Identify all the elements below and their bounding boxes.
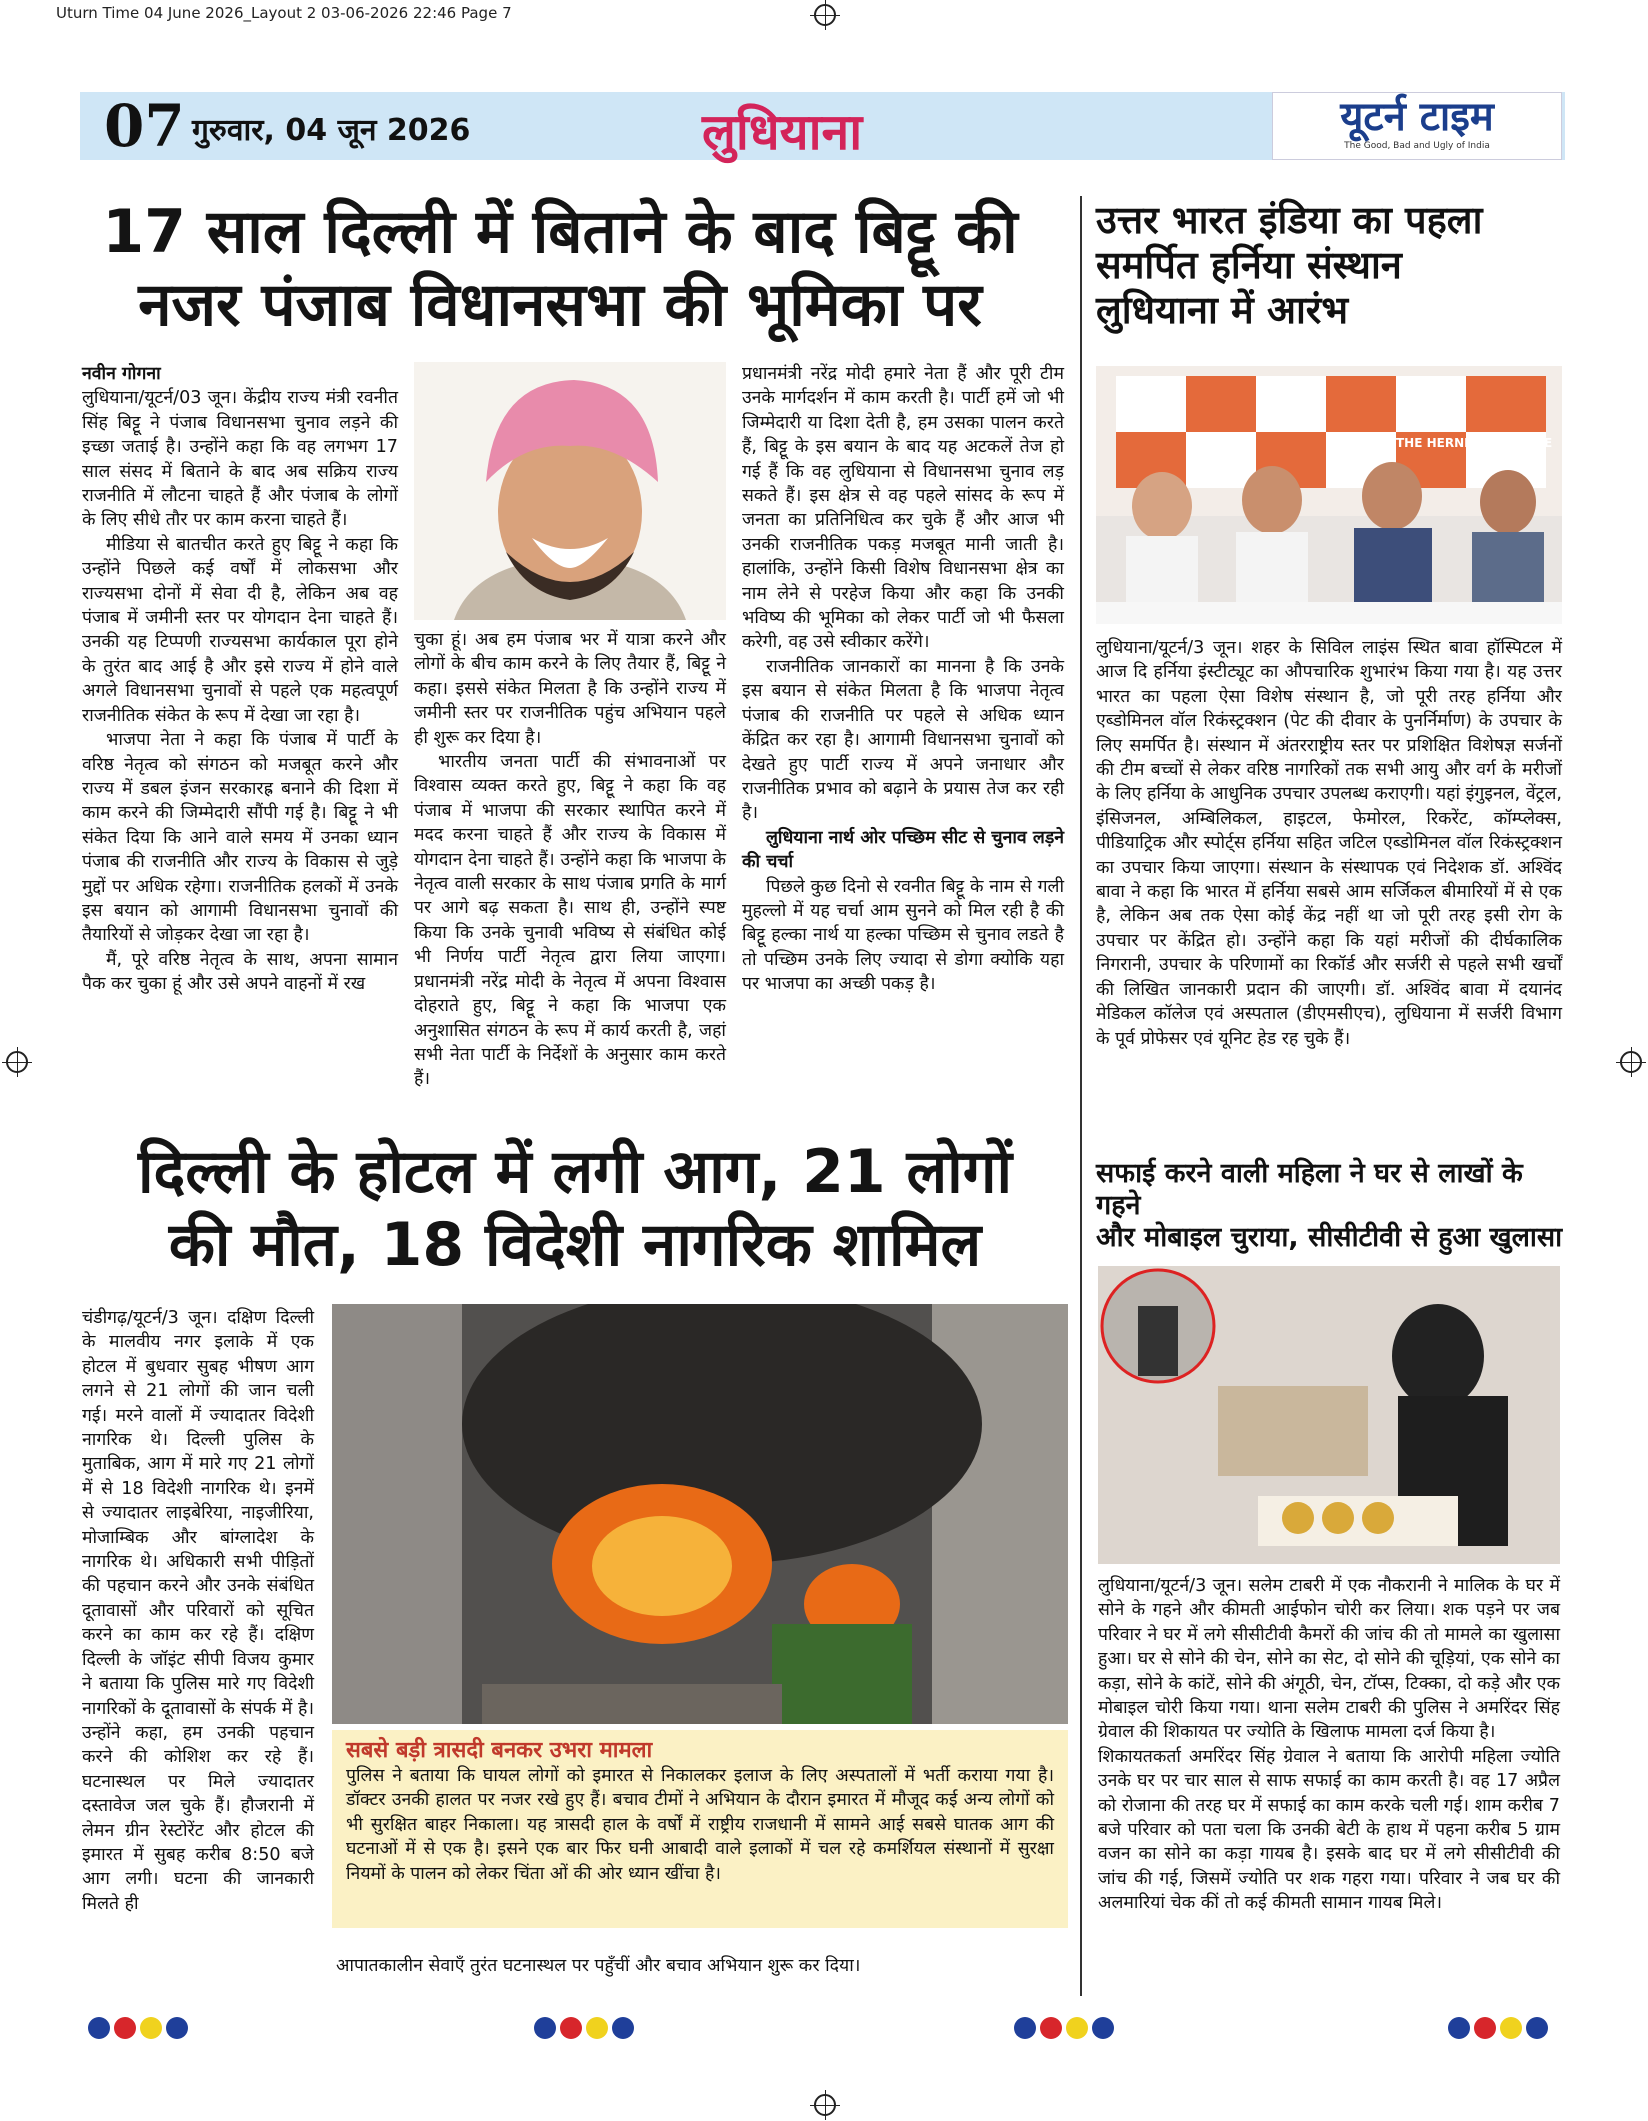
paragraph: भारतीय जनता पार्टी की संभावनाओं पर विश्वास व्यक्त करते हुए, बिट्टू ने कहा कि वह पंजाब में भाजपा की सरकार स्थापित करने में मदद करना चाहते हैं और राज्य के विकास में योगदान देना चाहते हैं। उन्होंने कहा कि भाजपा के नेतृत्व वाली सरकार के साथ पंजाब प्रगति के मार्ग पर आगे बढ़ सकता है। साथ ही, उन्होंने स्पष्ट किया कि उनके चुनावी भविष्य से संबंधित कोई भी निर्णय पार्टी नेतृत्व द्वारा लिया जाएगा। प्रधानमंत्री नरेंद्र मोदी के नेतृत्व में अपना विश्वास दोहराते हुए, बिट्टू ने कहा कि भाजपा एक अनुशासित संगठन के रूप में कार्य करती है, जहां सभी नेता पार्टी के निर्देशों के अनुसार काम करते हैं। [414, 752, 726, 1090]
color-dot [166, 2017, 188, 2039]
paragraph: लुधियाना/यूटर्न/3 जून। शहर के सिविल लाइंस स्थित बावा हॉस्पिटल में आज दि हर्निया इंस्टीट्यूट का औपचारिक शुभारंभ किया गया है। यह उत्तर भारत का पहला ऐसा विशेष संस्थान है, जो पूरी तरह हर्निया और एब्डोमिनल वॉल रिकंस्ट्रक्शन (पेट की दीवार के पुनर्निर्माण) के उपचार के लिए समर्पित है। संस्थान में अंतरराष्ट्रीय स्तर पर प्रशिक्षित विशेषज्ञ सर्जनों की टीम बच्चों से लेकर वरिष्ठ नागरिकों तक सभी आयु और वर्ग के मरीजों के लिए हर्निया के आधुनिक उपचार उपलब्ध कराएगी। यहां इंगुइनल, वेंट्रल, इंसिजनल, अम्बिलिकल, हाइटल, फेमोरल, रिकरेंट, कॉम्प्लेक्स, पीडियाट्रिक और स्पोर्ट्स हर्निया सहित जटिल एब्डोमिनल वॉल रिकंस्ट्रक्शन का उपचार किया जाएगा। संस्थान के संस्थापक एवं निदेशक डॉ. अश्विंद बावा ने कहा कि भारत में हर्निया सबसे आम सर्जिकल बीमारियों में से एक है, लेकिन अब तक ऐसा कोई केंद्र नहीं था जो पूरी तरह इसी रोग के उपचार पर केंद्रित हो। उन्होंने कहा कि यहां मरीजों की दीर्घकालिक निगरानी, उपचार के परिणामों का रिकॉर्ड और सर्जरी से पहले सभी खर्चों की लिखित जानकारी प्रदान की जाएगी। डॉ. अश्विंद बावा में दयानंद मेडिकल कॉलेज एवं अस्पताल (डीएमसीएच), लुधियाना में सर्जरी विभाग के पूर्व प्रोफेसर एवं यूनिट हेड रह चुके हैं। [1096, 638, 1562, 1049]
paragraph: शिकायतकर्ता अमरिंदर सिंह ग्रेवाल ने बताया कि आरोपी महिला ज्योति उनके घर पर चार साल से साफ सफाई का काम करती है। वह 17 अप्रैल को रोजाना की तरह घर में सफाई का काम करके चली गई। शाम करीब 7 बजे परिवार को पता चला कि उनकी बेटी के हाथ में पहना करीब 5 ग्राम वजन का सोने का कड़ा गायब है। इसके बाद घर में लगे सीसीटीवी की जांच की गई, जिसमें ज्योति पर शक गहरा गया। परिवार ने जब घर की अलमारियां चेक कीं तो कई कीमती सामान गायब मिले। [1098, 1746, 1560, 1914]
footer-dots [88, 2017, 192, 2043]
hernia-headline-line: उत्तर भारत इंडिया का पहला [1096, 198, 1483, 242]
color-dot [534, 2017, 556, 2039]
hernia-launch-photo [1096, 366, 1562, 624]
column-divider [1080, 196, 1082, 1996]
hernia-headline-line: समर्पित हर्निया संस्थान [1096, 242, 1402, 287]
fire-caption-box [332, 1730, 1068, 1928]
burning-hotel-image [332, 1304, 1068, 1724]
caption-box-title: सबसे बड़ी त्रासदी बनकर उभरा मामला [346, 1738, 653, 1763]
paragraph: भाजपा नेता ने कहा कि पंजाब में पार्टी के वरिष्ठ नेतृत्व को संगठन को मजबूत करने और राज्य में डबल इंजन सरकारह्र बनाने की दिशा में काम करने की जिम्मेदारी सौंपी गई है। बिट्टू ने भी संकेत दिया कि आने वाले समय में उनका ध्यान पंजाब की राजनीति और राज्य के विकास से जुड़े मुद्दों पर अधिक रहेगा। राजनीतिक हलकों में उनके इस बयान को आगामी विधानसभा चुनावों की तैयारियों से जोड़कर देखा जा रहा है। [82, 730, 398, 946]
lead-column-3 [742, 362, 1064, 997]
registration-mark-icon [814, 4, 836, 26]
lead-headline-line: 17 साल दिल्ली में बिताने के बाद बिट्टू की [102, 197, 1018, 267]
color-dot [1500, 2017, 1522, 2039]
byline: नवीन गोगना [82, 364, 161, 384]
fire-headline-line: की मौत, 18 विदेशी नागरिक शामिल [168, 1210, 982, 1281]
paragraph: मीडिया से बातचीत करते हुए बिट्टू ने कहा कि उन्होंने पिछले कई वर्षों में लोकसभा और राज्यसभा दोनों में सेवा दी है, लेकिन अब वह पंजाब में जमीनी स्तर पर योगदान देना चाहते हैं। उनकी यह टिप्पणी राज्यसभा कार्यकाल पूरा होने के तुरंत बाद आई है और इसे राज्य में होने वाले अगले विधानसभा चुनावों से पहले एक महत्वपूर्ण राजनीतिक संकेत के रूप में देखा जा रहा है। [82, 534, 398, 726]
registration-mark-icon [814, 2094, 836, 2116]
issue-date: गुरुवार, 04 जून 2026 [192, 113, 471, 148]
color-dot [586, 2017, 608, 2039]
color-dot [88, 2017, 110, 2039]
lead-headline [80, 196, 1040, 342]
subheading: लुधियाना नार्थ ओर पच्छिम सीट से चुनाव लड़ने की चर्चा [742, 827, 1064, 873]
fire-column-1 [82, 1306, 314, 1916]
banner-text: THE HERNIA INSTITUTE [1396, 436, 1553, 450]
footer-dots [534, 2017, 638, 2043]
theft-headline-line: और मोबाइल चुराया, सीसीटीवी से हुआ खुलासा [1096, 1221, 1563, 1253]
lead-column-1 [82, 362, 398, 997]
bittu-photo [414, 362, 726, 620]
fire-photo [332, 1304, 1068, 1724]
hernia-headline-line: लुधियाना में आरंभ [1096, 287, 1349, 332]
color-dot [1526, 2017, 1548, 2039]
paragraph: लुधियाना/यूटर्न/03 जून। केंद्रीय राज्य मंत्री रवनीत सिंह बिट्टू ने पंजाब विधानसभा चुनाव लड़ने की इच्छा जताई है। उन्होंने कहा कि वह लगभग 17 साल संसद में बिताने के बाद अब सक्रिय राज्य राजनीति में लौटना चाहते हैं और पंजाब के लोगों के लिए सीधे तौर पर काम करना चाहते हैं। [82, 388, 398, 531]
theft-headline-line: सफाई करने वाली महिला ने घर से लाखों के गहने [1096, 1158, 1523, 1221]
logo-text: यूटर्न टाइम [1340, 94, 1494, 140]
press-meet-image [1096, 366, 1562, 624]
paragraph: लुधियाना/यूटर्न/3 जून। सलेम टाबरी में एक नौकरानी ने मालिक के घर में सोने के गहने और कीमती आईफोन चोरी कर लिया। शक पड़ने पर जब परिवार ने घर में लगे सीसीटीवी कैमरों की जांच की तो मामले का खुलासा हुआ। घर से सोने की चेन, सोने का सेट, दो सोने की चूड़ियां, एक सोने का कड़ा, सोने के कांटें, सोने की अंगूठी, चेन, टॉप्स, टिक्का, दो कड़े और एक मोबाइल चोरी किया गया। थाना सलेम टाबरी की पुलिस ने अमरिंदर सिंह ग्रेवाल की शिकायत पर ज्योति के खिलाफ मामला दर्ज किया है। [1098, 1576, 1560, 1743]
color-dot [114, 2017, 136, 2039]
page-number: 07 [104, 92, 185, 160]
fire-headline [80, 1136, 1070, 1282]
newspaper-logo [1272, 92, 1562, 160]
cctv-jewellery-image [1098, 1266, 1560, 1564]
logo-tagline: The Good, Bad and Ugly of India [1344, 141, 1490, 151]
footer-dots [1448, 2017, 1552, 2043]
color-dot [1040, 2017, 1062, 2039]
print-slug: Uturn Time 04 June 2026_Layout 2 03-06-2026 22:46 Page 7 [56, 4, 512, 22]
paragraph: पिछले कुछ दिनो से रवनीत बिट्टू के नाम से गली मुहल्लो में यह चर्चा आम सुनने को मिल रही है की बिट्टू हल्का नार्थ या हल्का पच्छिम से चुनाव लडते है तो पच्छिम उनके लिए ज्यादा से डोगा क्योकि यहा पर भाजपा का अच्छी पकड़ है। [742, 876, 1064, 995]
color-dot [1066, 2017, 1088, 2039]
theft-body [1098, 1574, 1560, 1916]
hernia-body [1096, 636, 1562, 1051]
registration-mark-icon [6, 1051, 28, 1073]
paragraph: चंडीगढ़/यूटर्न/3 जून। दक्षिण दिल्ली के मालवीय नगर इलाके में एक होटल में बुधवार सुबह भीषण आग लगने से 21 लोगों की जान चली गई। मरने वालों में ज्यादातर विदेशी नागरिक थे। दिल्ली पुलिस के मुताबिक, आग में मारे गए 21 लोगों में से 18 विदेशी नागरिक थे। इनमें से ज्यादातर लाइबेरिया, नाइजीरिया, मोजाम्बिक और बांग्लादेश के नागरिक थे। अधिकारी सभी पीड़ितों की पहचान करने और उनके संबंधित दूतावासों और परिवारों को सूचित करने का काम कर रहे हैं। दक्षिण दिल्ली के जॉइंट सीपी विजय कुमार ने बताया कि पुलिस मारे गए विदेशी नागरिकों के दूतावासों के संपर्क में है। उन्होंने कहा, हम उनकी पहचान करने की कोशिश कर रहे हैं। घटनास्थल पर मिले ज्यादातर दस्तावेज जल चुके हैं। हौजरानी में लेमन ग्रीन रेस्टोरेंट और होटल की इमारत में सुबह करीब 8:50 बजे आग लगी। घटना की जानकारी मिलते ही [82, 1308, 314, 1914]
registration-mark-icon [1620, 1051, 1642, 1073]
lead-column-2 [414, 628, 726, 1092]
paragraph: राजनीतिक जानकारों का मानना है कि उनके इस बयान से संकेत मिलता है कि भाजपा नेतृत्व पंजाब की राजनीति पर पहले से अधिक ध्यान केंद्रित कर रहा है। आगामी विधानसभा चुनावों को देखते हुए पार्टी राज्य में अपने जनाधार और राजनीतिक प्रभाव को बढ़ाने के प्रयास तेज कर रही है। [742, 656, 1064, 824]
portrait-image [414, 362, 726, 620]
fire-headline-line: दिल्ली के होटल में लगी आग, 21 लोगों [137, 1137, 1013, 1207]
color-dot [1448, 2017, 1470, 2039]
color-dot [1092, 2017, 1114, 2039]
theft-headline [1096, 1158, 1566, 1254]
section-title: लुधियाना [702, 103, 863, 161]
paragraph: प्रधानमंत्री नरेंद्र मोदी हमारे नेता हैं और पूरी टीम उनके मार्गदर्शन में काम करती है। पार्टी हमें जो भी जिम्मेदारी या दिशा देती है, हम उसका पालन करते हैं, बिट्टू के इस बयान के बाद यह अटकलें तेज हो गई हैं कि वह लुधियाना से विधानसभा चुनाव लड़ सकते हैं। इस क्षेत्र से वह पहले सांसद के रूप में जनता का प्रतिनिधित्व कर चुके हैं और आज भी उनकी राजनीतिक पकड़ मजबूत मानी जाती है। हालांकि, उन्होंने किसी विशेष विधानसभा क्षेत्र का नाम लेने से परहेज किया और कहा कि उनकी भविष्य की भूमिका को लेकर पार्टी जो भी फैसला करेगी, वह उसे स्वीकार करेंगे। [742, 364, 1064, 653]
fire-tail-text: आपातकालीन सेवाएँ तुरंत घटनास्थल पर पहुँचीं और बचाव अभियान शुरू कर दिया। [336, 1956, 861, 1976]
color-dot [1014, 2017, 1036, 2039]
paragraph: मैं, पूरे वरिष्ठ नेतृत्व के साथ, अपना सामान पैक कर चुका हूं और उसे अपने वाहनों में रख [82, 949, 398, 995]
color-dot [612, 2017, 634, 2039]
caption-box-text: पुलिस ने बताया कि घायल लोगों को इमारत से निकालकर इलाज के लिए अस्पतालों में भर्ती कराया गया है। डॉक्टर उनकी हालत पर नजर रखे हुए हैं। बचाव टीमों ने अभियान के दौरान इमारत में मौजूद कई अन्य लोगों को भी सुरक्षित बाहर निकाला। यह त्रासदी हाल के वर्षों में राष्ट्रीय राजधानी में सामने आई सबसे घातक आग की घटनाओं में से एक है। इसने एक बार फिर घनी आबादी वाले इलाकों में चल रहे कमर्शियल संस्थानों में सुरक्षा नियमों के पालन को लेकर चिंता ओं की ओर ध्यान खींचा है। [346, 1766, 1054, 1884]
hernia-headline [1096, 198, 1566, 332]
color-dot [560, 2017, 582, 2039]
lead-headline-line: नजर पंजाब विधानसभा की भूमिका पर [138, 270, 982, 341]
footer-dots [1014, 2017, 1118, 2043]
paragraph: चुका हूं। अब हम पंजाब भर में यात्रा करने और लोगों के बीच काम करने के लिए तैयार हैं, बिट्टू ने कहा। इससे संकेत मिलता है कि उन्होंने राज्य में जमीनी स्तर पर राजनीतिक पहुंच अभियान पहले ही शुरू कर दिया है। [414, 630, 726, 748]
color-dot [1474, 2017, 1496, 2039]
theft-photo [1098, 1266, 1560, 1564]
color-dot [140, 2017, 162, 2039]
